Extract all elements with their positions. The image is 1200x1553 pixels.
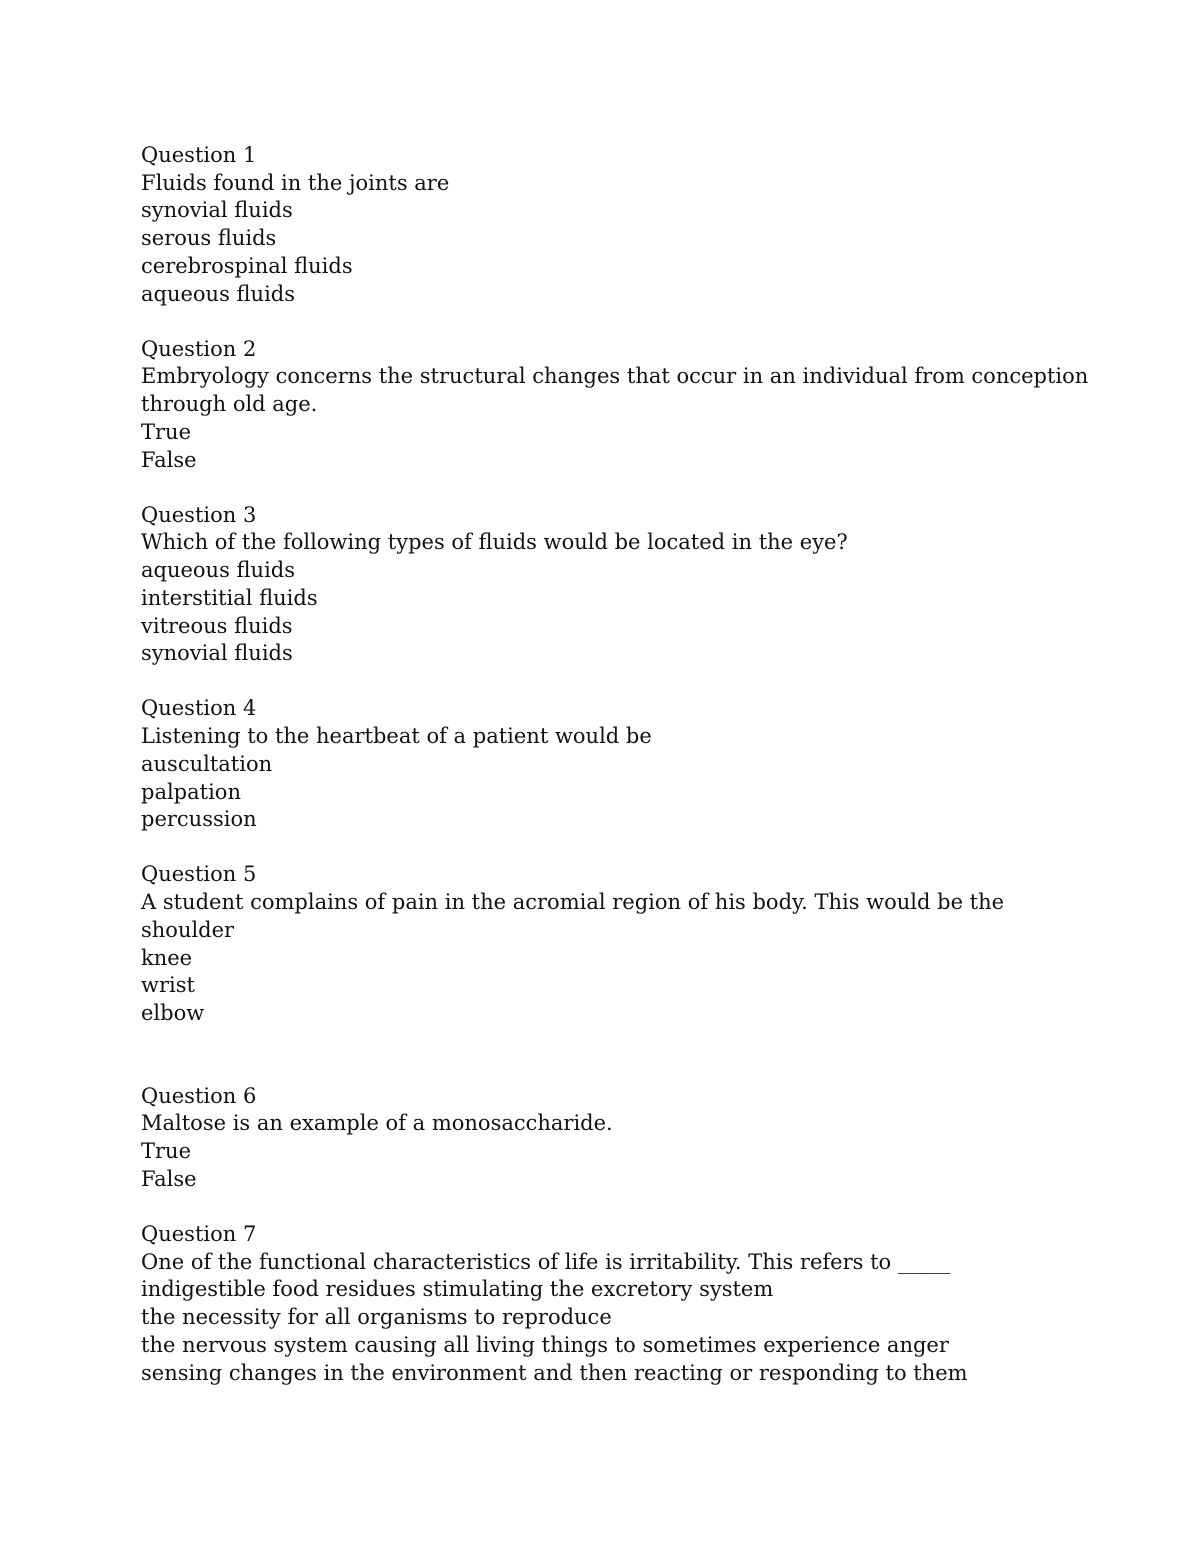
answer-option: cerebrospinal fluids xyxy=(141,253,353,278)
answer-option: sensing changes in the environment and then reacting or responding to them xyxy=(141,1360,968,1385)
answer-option: the necessity for all organisms to reproduce xyxy=(141,1305,612,1330)
answer-option: the nervous system causing all living things to sometimes experience anger xyxy=(141,1332,949,1357)
question-prompt: Embryology concerns the structural changes that occur in an individual from conception through old age. xyxy=(141,364,1095,417)
answer-option: aqueous fluids xyxy=(141,281,296,306)
answer-option: aqueous fluids xyxy=(141,558,296,583)
question-prompt: A student complains of pain in the acromial region of his body. This would be the xyxy=(141,890,1005,915)
question-heading: Question 3 xyxy=(141,502,257,527)
question-heading: Question 1 xyxy=(141,143,257,167)
answer-option: shoulder xyxy=(141,917,235,942)
question-block-3 xyxy=(141,502,1101,668)
answer-option: serous fluids xyxy=(141,226,277,251)
answer-option: False xyxy=(141,1166,197,1191)
answer-option: palpation xyxy=(141,779,241,804)
question-block-2 xyxy=(141,336,1101,475)
question-heading: Question 4 xyxy=(141,696,257,721)
answer-option: interstitial fluids xyxy=(141,585,318,610)
question-block-6 xyxy=(141,1083,1101,1194)
answer-option: wrist xyxy=(141,973,195,998)
question-heading: Question 5 xyxy=(141,862,257,887)
question-block-4 xyxy=(141,695,1101,834)
question-block-1 xyxy=(141,142,1101,308)
answer-option: vitreous fluids xyxy=(141,613,293,638)
question-prompt: Which of the following types of fluids would be located in the eye? xyxy=(141,530,848,555)
question-prompt: One of the functional characteristics of life is irritability. This refers to _____ xyxy=(141,1249,951,1274)
question-prompt: Maltose is an example of a monosaccharide. xyxy=(141,1111,613,1136)
answer-option: auscultation xyxy=(141,751,273,776)
document-page xyxy=(141,142,1101,1387)
question-prompt: Listening to the heartbeat of a patient would be xyxy=(141,724,652,749)
answer-option: knee xyxy=(141,945,193,970)
question-block-7 xyxy=(141,1221,1101,1387)
question-block-5 xyxy=(141,861,1101,1027)
answer-option: synovial fluids xyxy=(141,198,293,223)
question-heading: Question 6 xyxy=(141,1083,257,1108)
question-heading: Question 7 xyxy=(141,1222,257,1246)
answer-option: synovial fluids xyxy=(141,641,293,666)
answer-option: True xyxy=(141,1139,191,1164)
answer-option: elbow xyxy=(141,1000,205,1025)
answer-option: False xyxy=(141,447,197,472)
question-prompt: Fluids found in the joints are xyxy=(141,170,450,195)
answer-option: True xyxy=(141,419,191,444)
question-heading: Question 2 xyxy=(141,336,257,361)
answer-option: indigestible food residues stimulating the excretory system xyxy=(141,1277,774,1302)
answer-option: percussion xyxy=(141,807,257,832)
